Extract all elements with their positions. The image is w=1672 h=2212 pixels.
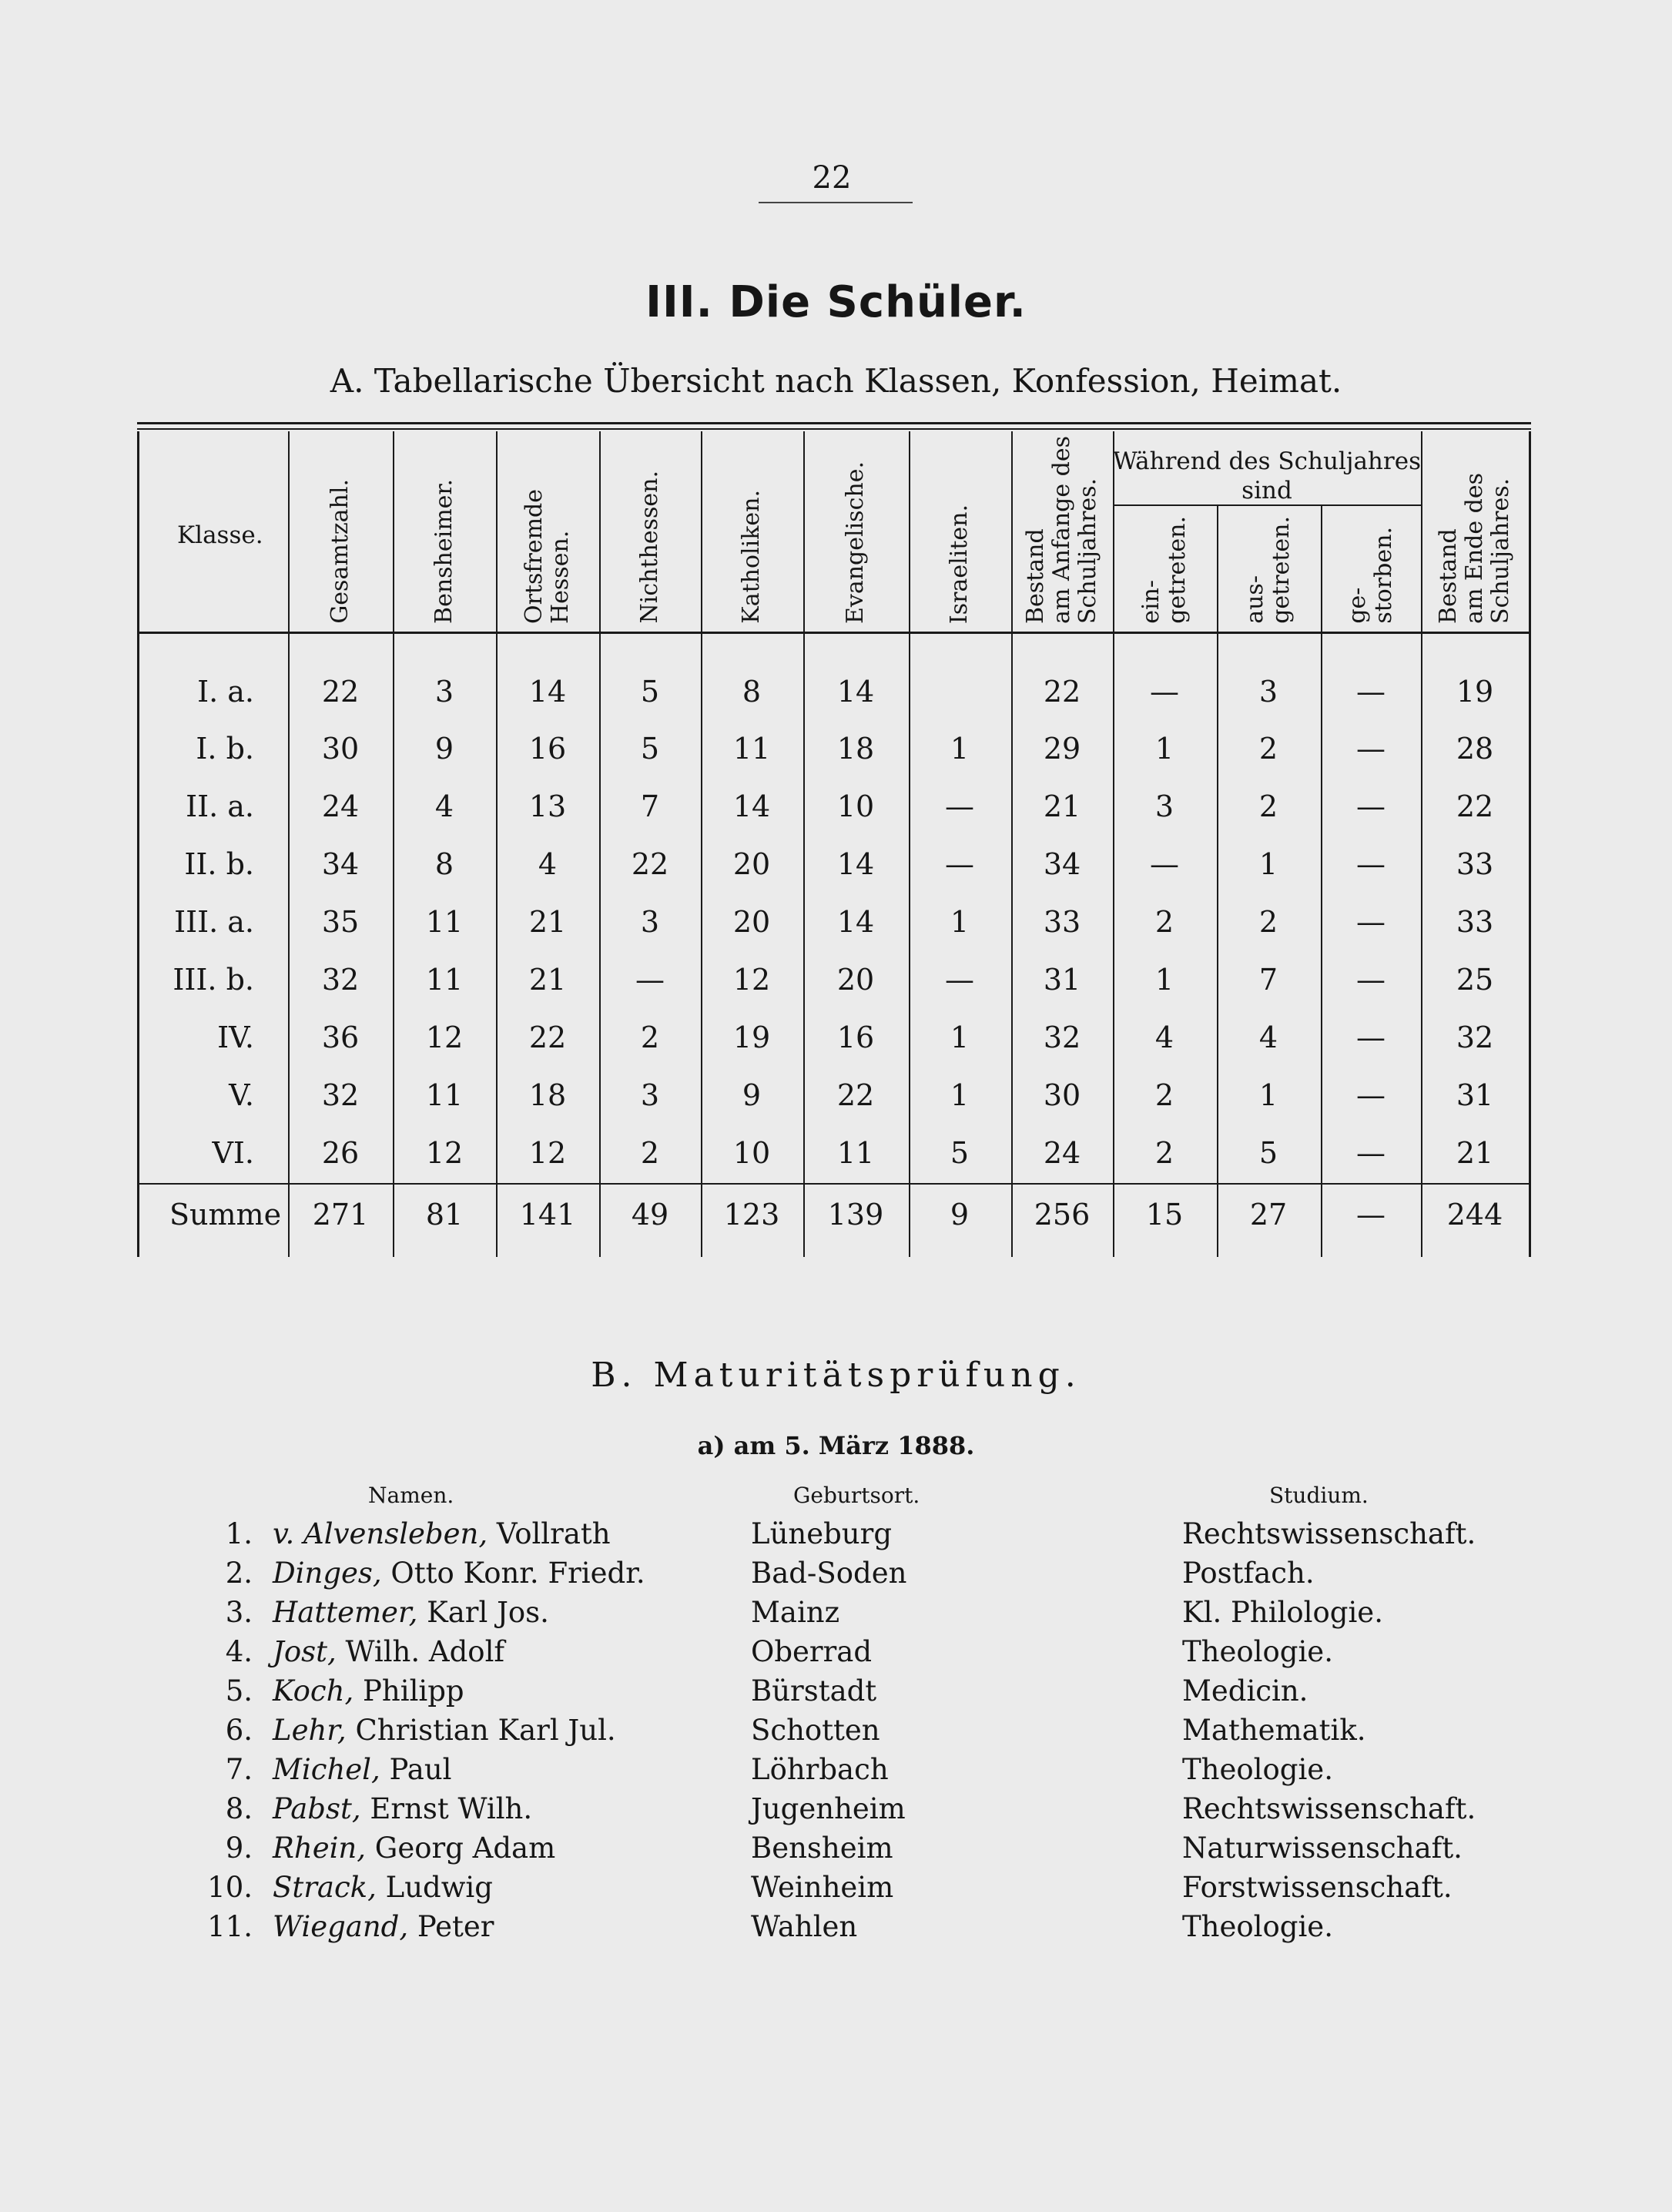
cell-isr: —	[945, 963, 974, 997]
header-evangelische-text: Evangelische.	[842, 461, 869, 624]
column-divider	[1011, 431, 1013, 1257]
header-nichthessen-text: Nichthessen.	[636, 471, 663, 624]
cell-ein: 1	[1154, 963, 1174, 997]
cell-aus: 3	[1258, 675, 1278, 709]
cell-gesamt: 34	[321, 847, 360, 881]
student-birthplace: Bürstadt	[751, 1674, 877, 1708]
row-label: IV.	[217, 1021, 254, 1054]
cell-isr: 1	[950, 905, 970, 939]
student-surname: v. Alvensleben,	[273, 1517, 488, 1550]
summe-cell-kath: 123	[723, 1198, 780, 1232]
cell-anf: 22	[1043, 675, 1081, 709]
cell-orts: 21	[528, 963, 567, 997]
student-name	[273, 1714, 616, 1747]
section-subtitle: A. Tabellarische Übersicht nach Klassen, Konfession, Heimat.	[330, 362, 1342, 400]
summe-cell-bens: 81	[425, 1198, 464, 1232]
cell-anf: 24	[1043, 1136, 1081, 1170]
student-given-name: Wilh. Adolf	[336, 1635, 505, 1668]
cell-bens: 4	[434, 789, 454, 823]
column-divider	[1113, 431, 1114, 1257]
student-given-name: Ludwig	[376, 1871, 493, 1904]
student-given-name: Paul	[380, 1753, 452, 1786]
student-birthplace: Bensheim	[751, 1832, 893, 1865]
student-number: 7.	[225, 1753, 253, 1786]
header-bensheimer	[431, 431, 457, 624]
table-top-rule	[137, 422, 1531, 424]
student-birthplace: Schotten	[751, 1714, 880, 1747]
student-surname: Michel,	[273, 1753, 380, 1786]
summe-cell-ende: 244	[1446, 1198, 1503, 1232]
cell-kath: 9	[742, 1078, 762, 1112]
cell-evang: 20	[836, 963, 875, 997]
cell-gest: —	[1356, 1078, 1386, 1112]
cell-aus: 2	[1258, 732, 1278, 766]
student-number: 10.	[207, 1871, 253, 1904]
header-ortsfremde	[521, 431, 574, 624]
cell-orts: 16	[528, 732, 567, 766]
cell-bens: 12	[425, 1021, 464, 1054]
cell-nicht: —	[635, 963, 665, 997]
cell-aus: 5	[1258, 1136, 1278, 1170]
student-number: 5.	[225, 1674, 253, 1708]
header-bestand-anfang	[1023, 431, 1101, 624]
student-name	[273, 1910, 494, 1943]
cell-ein: 4	[1154, 1021, 1174, 1054]
student-study: Rechtswissenschaft.	[1182, 1517, 1476, 1550]
student-name	[273, 1517, 611, 1550]
header-ausgetreten-text: aus- getreten.	[1241, 516, 1295, 624]
row-label: III. a.	[174, 905, 254, 939]
column-divider	[909, 431, 910, 1257]
summe-cell-gest: —	[1356, 1198, 1386, 1232]
cell-isr: 1	[950, 1078, 970, 1112]
student-number: 8.	[225, 1792, 253, 1825]
student-surname: Dinges,	[273, 1557, 382, 1590]
student-study: Forstwissenschaft.	[1182, 1871, 1453, 1904]
cell-gesamt: 32	[321, 963, 360, 997]
page-number-rule	[759, 202, 913, 203]
cell-gest: —	[1356, 732, 1386, 766]
cell-evang: 16	[836, 1021, 875, 1054]
student-birthplace: Wahlen	[751, 1910, 858, 1943]
cell-ende: 32	[1456, 1021, 1494, 1054]
student-name	[273, 1674, 464, 1708]
cell-anf: 29	[1043, 732, 1081, 766]
student-surname: Rhein,	[273, 1832, 367, 1865]
student-study: Theologie.	[1182, 1635, 1333, 1668]
header-nichthessen	[637, 431, 663, 624]
header-israeliten-text: Israeliten.	[946, 504, 973, 624]
student-name	[273, 1635, 504, 1668]
column-divider	[137, 431, 139, 1257]
student-surname: Lehr,	[273, 1714, 347, 1747]
student-given-name: Karl Jos.	[417, 1596, 549, 1629]
cell-orts: 22	[528, 1021, 567, 1054]
cell-evang: 14	[836, 847, 875, 881]
header-ortsfremde-text: Ortsfremde Hessen.	[521, 489, 574, 624]
cell-aus: 1	[1258, 847, 1278, 881]
student-study: Medicin.	[1182, 1674, 1308, 1708]
row-label: I. a.	[197, 675, 254, 709]
header-gestorben-text: ge- storben.	[1344, 527, 1397, 624]
student-given-name: Otto Konr. Friedr.	[381, 1557, 645, 1590]
cell-kath: 10	[732, 1136, 771, 1170]
student-name	[273, 1832, 555, 1865]
header-evangelische	[843, 431, 869, 624]
row-label: VI.	[212, 1136, 254, 1170]
cell-aus: 2	[1258, 789, 1278, 823]
student-study: Rechtswissenschaft.	[1182, 1792, 1476, 1825]
student-study: Postfach.	[1182, 1557, 1315, 1590]
cell-ein: —	[1150, 847, 1179, 881]
column-divider	[1529, 431, 1531, 1257]
cell-aus: 4	[1258, 1021, 1278, 1054]
student-number: 6.	[225, 1714, 253, 1747]
student-surname: Hattemer,	[273, 1596, 418, 1629]
cell-gesamt: 22	[321, 675, 360, 709]
cell-aus: 1	[1258, 1078, 1278, 1112]
summe-label: Summe	[169, 1198, 282, 1232]
col-geburtsort-header: Geburtsort.	[793, 1483, 920, 1508]
student-given-name: Peter	[408, 1910, 494, 1943]
cell-ein: 2	[1154, 905, 1174, 939]
cell-evang: 11	[836, 1136, 875, 1170]
student-surname: Wiegand,	[273, 1910, 409, 1943]
table-top-rule-thin	[137, 428, 1531, 430]
cell-ende: 22	[1456, 789, 1494, 823]
row-label: I. b.	[196, 732, 254, 766]
student-number: 3.	[225, 1596, 253, 1629]
cell-evang: 22	[836, 1078, 875, 1112]
summe-cell-evang: 139	[827, 1198, 884, 1232]
cell-gesamt: 24	[321, 789, 360, 823]
header-waehrend: Während des Schuljahres sind	[1113, 447, 1421, 504]
cell-kath: 8	[742, 675, 762, 709]
col-namen-header: Namen.	[368, 1483, 454, 1508]
cell-bens: 3	[434, 675, 454, 709]
student-number: 9.	[225, 1832, 253, 1865]
column-divider	[1217, 506, 1218, 1257]
header-gestorben	[1345, 506, 1397, 624]
cell-anf: 34	[1043, 847, 1081, 881]
cell-nicht: 5	[640, 732, 660, 766]
cell-kath: 20	[732, 905, 771, 939]
cell-orts: 18	[528, 1078, 567, 1112]
summe-cell-gesamt: 271	[312, 1198, 369, 1232]
summe-cell-isr: 9	[950, 1198, 970, 1232]
cell-aus: 7	[1258, 963, 1278, 997]
cell-ein: 2	[1154, 1078, 1174, 1112]
cell-anf: 30	[1043, 1078, 1081, 1112]
cell-gesamt: 32	[321, 1078, 360, 1112]
header-gesamtzahl-text: Gesamtzahl.	[327, 479, 353, 624]
column-divider	[701, 431, 702, 1257]
student-birthplace: Lüneburg	[751, 1517, 893, 1550]
cell-bens: 11	[425, 963, 464, 997]
cell-gest: —	[1356, 905, 1386, 939]
cell-ende: 21	[1456, 1136, 1494, 1170]
cell-ende: 25	[1456, 963, 1494, 997]
cell-kath: 20	[732, 847, 771, 881]
cell-orts: 13	[528, 789, 567, 823]
cell-anf: 32	[1043, 1021, 1081, 1054]
header-katholiken-text: Katholiken.	[738, 490, 765, 624]
cell-ende: 33	[1456, 847, 1494, 881]
cell-nicht: 3	[640, 905, 660, 939]
cell-anf: 21	[1043, 789, 1081, 823]
cell-orts: 14	[528, 675, 567, 709]
cell-nicht: 7	[640, 789, 660, 823]
cell-ende: 28	[1456, 732, 1494, 766]
cell-nicht: 3	[640, 1078, 660, 1112]
cell-anf: 33	[1043, 905, 1081, 939]
header-bestand-anfang-text: Bestand am Anfange des Schuljahres.	[1022, 435, 1101, 624]
cell-ende: 19	[1456, 675, 1494, 709]
header-eingetreten	[1138, 506, 1191, 624]
page-number: 22	[812, 160, 852, 196]
header-bestand-ende	[1436, 431, 1514, 624]
student-study: Mathematik.	[1182, 1714, 1366, 1747]
cell-gest: —	[1356, 675, 1386, 709]
cell-orts: 21	[528, 905, 567, 939]
student-birthplace: Jugenheim	[751, 1792, 906, 1825]
column-divider	[288, 431, 290, 1257]
column-divider	[393, 431, 394, 1257]
column-divider	[803, 431, 805, 1257]
summe-cell-aus: 27	[1249, 1198, 1288, 1232]
cell-nicht: 2	[640, 1136, 660, 1170]
cell-nicht: 22	[631, 847, 669, 881]
header-klasse: Klasse.	[177, 521, 263, 549]
row-label: III. b.	[173, 963, 254, 997]
student-name	[273, 1753, 451, 1786]
student-given-name: Christian Karl Jul.	[346, 1714, 616, 1747]
student-name	[273, 1792, 532, 1825]
row-label: II. b.	[184, 847, 254, 881]
header-eingetreten-text: ein- getreten.	[1138, 516, 1191, 624]
cell-ein: —	[1150, 675, 1179, 709]
cell-evang: 18	[836, 732, 875, 766]
cell-ein: 1	[1154, 732, 1174, 766]
student-surname: Pabst,	[273, 1792, 361, 1825]
student-number: 1.	[225, 1517, 253, 1550]
cell-kath: 12	[732, 963, 771, 997]
cell-ein: 2	[1154, 1136, 1174, 1170]
cell-aus: 2	[1258, 905, 1278, 939]
row-label: II. a.	[186, 789, 254, 823]
header-gesamtzahl	[327, 431, 353, 624]
cell-orts: 12	[528, 1136, 567, 1170]
student-study: Kl. Philologie.	[1182, 1596, 1383, 1629]
header-bestand-ende-text: Bestand am Ende des Schuljahres.	[1435, 473, 1514, 624]
student-birthplace: Löhrbach	[751, 1753, 889, 1786]
cell-evang: 10	[836, 789, 875, 823]
student-birthplace: Bad-Soden	[751, 1557, 907, 1590]
summe-cell-anf: 256	[1034, 1198, 1091, 1232]
student-surname: Strack,	[273, 1871, 377, 1904]
section-title: III. Die Schüler.	[645, 277, 1027, 327]
summe-cell-nicht: 49	[631, 1198, 669, 1232]
col-studium-header: Studium.	[1269, 1483, 1369, 1508]
header-ausgetreten	[1242, 506, 1295, 624]
cell-bens: 11	[425, 1078, 464, 1112]
cell-gest: —	[1356, 789, 1386, 823]
cell-kath: 11	[732, 732, 771, 766]
cell-bens: 11	[425, 905, 464, 939]
cell-bens: 8	[434, 847, 454, 881]
cell-isr: —	[945, 789, 974, 823]
cell-kath: 19	[732, 1021, 771, 1054]
cell-gest: —	[1356, 1136, 1386, 1170]
cell-kath: 14	[732, 789, 771, 823]
column-divider	[1321, 506, 1322, 1257]
cell-isr: 1	[950, 1021, 970, 1054]
student-number: 11.	[207, 1910, 253, 1943]
cell-nicht: 2	[640, 1021, 660, 1054]
student-surname: Jost,	[273, 1635, 337, 1668]
section-b-title: B. Maturitätsprüfung.	[591, 1356, 1081, 1395]
student-name	[273, 1596, 549, 1629]
cell-gesamt: 26	[321, 1136, 360, 1170]
student-study: Theologie.	[1182, 1910, 1333, 1943]
student-given-name: Vollrath	[488, 1517, 611, 1550]
cell-bens: 12	[425, 1136, 464, 1170]
cell-evang: 14	[836, 905, 875, 939]
cell-ende: 33	[1456, 905, 1494, 939]
cell-gest: —	[1356, 847, 1386, 881]
cell-isr: 1	[950, 732, 970, 766]
header-israeliten	[947, 431, 973, 624]
student-surname: Koch,	[273, 1674, 354, 1708]
header-katholiken	[739, 431, 765, 624]
student-study: Naturwissenschaft.	[1182, 1832, 1463, 1865]
cell-gesamt: 36	[321, 1021, 360, 1054]
cell-gesamt: 30	[321, 732, 360, 766]
header-bensheimer-text: Bensheimer.	[431, 479, 457, 624]
cell-ein: 3	[1154, 789, 1174, 823]
cell-isr: 5	[950, 1136, 970, 1170]
cell-ende: 31	[1456, 1078, 1494, 1112]
summe-cell-ein: 15	[1145, 1198, 1184, 1232]
student-given-name: Philipp	[353, 1674, 464, 1708]
student-name	[273, 1557, 645, 1590]
cell-anf: 31	[1043, 963, 1081, 997]
column-divider	[1421, 431, 1422, 1257]
section-b-subtitle: a) am 5. März 1888.	[697, 1431, 975, 1460]
cell-orts: 4	[538, 847, 558, 881]
student-birthplace: Weinheim	[751, 1871, 894, 1904]
student-birthplace: Mainz	[751, 1596, 840, 1629]
column-divider	[599, 431, 601, 1257]
cell-evang: 14	[836, 675, 875, 709]
column-divider	[496, 431, 498, 1257]
student-study: Theologie.	[1182, 1753, 1333, 1786]
student-given-name: Ernst Wilh.	[360, 1792, 533, 1825]
cell-bens: 9	[434, 732, 454, 766]
summe-cell-orts: 141	[519, 1198, 576, 1232]
student-name	[273, 1871, 493, 1904]
cell-isr: —	[945, 847, 974, 881]
cell-gest: —	[1356, 963, 1386, 997]
row-label: V.	[229, 1078, 254, 1112]
cell-gesamt: 35	[321, 905, 360, 939]
student-birthplace: Oberrad	[751, 1635, 873, 1668]
student-given-name: Georg Adam	[366, 1832, 556, 1865]
cell-nicht: 5	[640, 675, 660, 709]
student-number: 2.	[225, 1557, 253, 1590]
cell-gest: —	[1356, 1021, 1386, 1054]
student-number: 4.	[225, 1635, 253, 1668]
